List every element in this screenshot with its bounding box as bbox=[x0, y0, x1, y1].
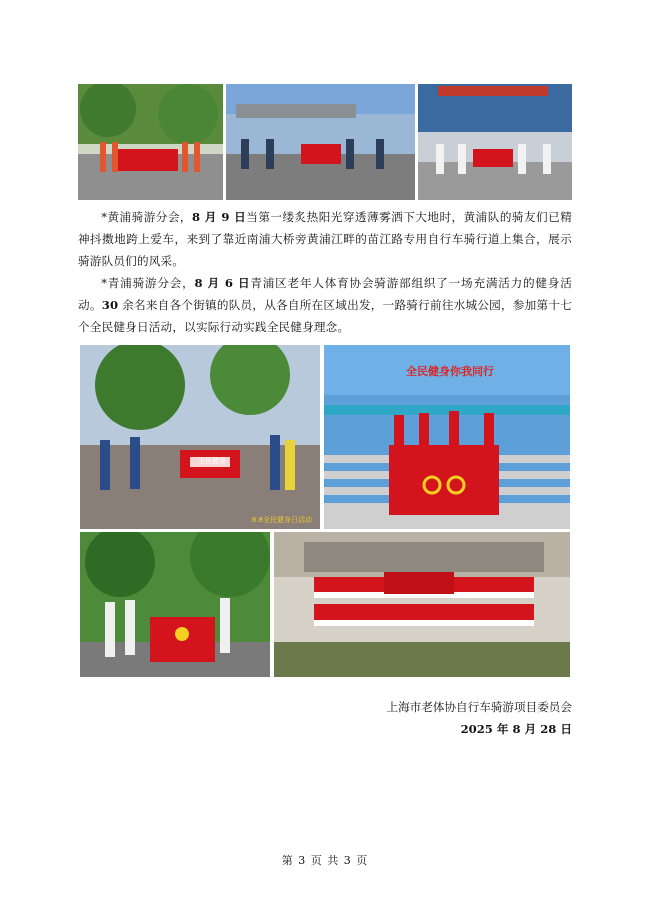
paragraph-qingpu-date: 8 月 6 日 bbox=[194, 276, 251, 290]
page-footer: 第 3 页 共 3 页 bbox=[281, 854, 369, 867]
photo-qingpu-roadside-sign: 全民健身 bbox=[198, 457, 226, 465]
photo-qingpu-park bbox=[80, 532, 270, 677]
photo-huangpu-group-1 bbox=[78, 84, 223, 200]
photo-qingpu-stairs bbox=[324, 345, 570, 529]
photo-qingpu-building bbox=[274, 532, 570, 677]
photo-huangpu-group-2 bbox=[226, 84, 415, 200]
paragraph-qingpu-body: 青浦区老年人体育协会骑游部组织了一场充满活力的健身活动。 bbox=[78, 276, 572, 312]
paragraph-huangpu-body: 当第一缕炙热阳光穿透薄雾洒下大地时，黄浦队的骑友们已精神抖擞地跨上爱车，来到了靠近南浦大桥旁黄浦江畔的苗江路专用自行车骑行道上集合，展示骑游队员们的风采。 bbox=[78, 210, 572, 268]
photo-huangpu-group-3 bbox=[418, 84, 572, 200]
paragraph-qingpu-count: 30 bbox=[101, 298, 119, 312]
paragraph-huangpu-date: 8 月 9 日 bbox=[192, 210, 247, 224]
photo-qingpu-roadside bbox=[80, 345, 320, 529]
paragraph-huangpu-lead: *黄浦骑游分会， bbox=[101, 210, 192, 224]
signature-org: 上海市老体协自行车骑游项目委员会 bbox=[386, 700, 572, 714]
photo-qingpu-roadside-caption: 8.8全民健身日活动 bbox=[251, 516, 312, 524]
paragraph-huangpu bbox=[78, 206, 572, 272]
photo-qingpu-stairs-banner: 全民健身你我同行 bbox=[406, 365, 494, 378]
signature-date: 2025 年 8 月 28 日 bbox=[460, 722, 572, 736]
paragraph-qingpu-lead: *青浦骑游分会， bbox=[101, 276, 195, 290]
paragraph-qingpu-body-2: 余名来自各个街镇的队员，从各自所在区域出发，一路骑行前往水城公园，参加第十七个全民健身日活动，以实际行动实践全民健身理念。 bbox=[78, 298, 572, 334]
paragraph-qingpu bbox=[78, 272, 572, 338]
